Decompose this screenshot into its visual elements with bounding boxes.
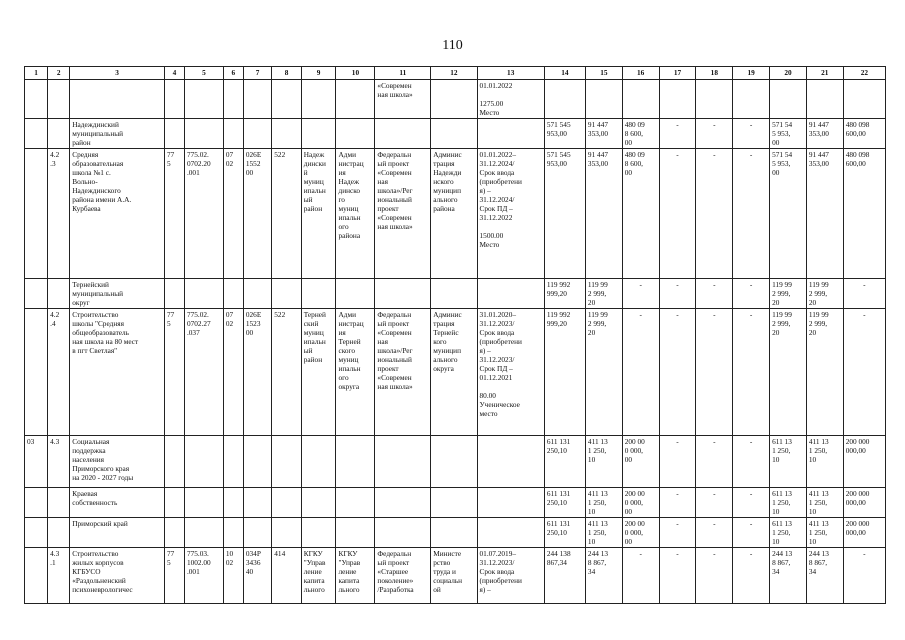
table-cell: -: [733, 518, 770, 548]
table-cell: 10 02: [223, 548, 243, 604]
table-cell: [431, 488, 477, 518]
table-cell: -: [659, 436, 696, 488]
column-header: 6: [223, 67, 243, 80]
column-header: 4: [164, 67, 184, 80]
table-cell: -: [696, 518, 733, 548]
table-cell: [431, 279, 477, 309]
table-cell: 480 098 600,00: [843, 119, 885, 149]
table-cell: [184, 119, 223, 149]
table-cell: [272, 80, 301, 119]
table-cell: [223, 80, 243, 119]
table-cell: [375, 488, 431, 518]
column-header: 8: [272, 67, 301, 80]
table-cell: [301, 488, 336, 518]
budget-table: [24, 66, 886, 604]
table-cell: [477, 488, 544, 518]
table-cell: [301, 80, 336, 119]
table-cell: 611 13 1 250, 10: [770, 518, 807, 548]
table-cell: Строительство школы "Средняя общеобразователь ная школа на 80 мест в пгт Светлая": [70, 309, 165, 436]
table-cell: 775.02. 0702.27 .037: [184, 309, 223, 436]
table-cell: [25, 149, 48, 279]
table-cell: [243, 279, 271, 309]
table-cell: [164, 279, 184, 309]
table-row: [25, 548, 886, 604]
table-cell: [25, 488, 48, 518]
table-cell: [336, 279, 375, 309]
table-cell: 07 02: [223, 149, 243, 279]
table-cell: Надеж дински й муниц ипальн ый район: [301, 149, 336, 279]
table-cell: [223, 488, 243, 518]
table-cell: [48, 80, 70, 119]
table-cell: 411 13 1 250, 10: [806, 436, 843, 488]
table-cell: [336, 488, 375, 518]
table-cell: [336, 119, 375, 149]
table-cell: КГКУ "Управ ление капита льного: [301, 548, 336, 604]
table-cell: [184, 488, 223, 518]
table-cell: -: [659, 518, 696, 548]
table-cell: [301, 436, 336, 488]
table-cell: 571 545 953,00: [544, 119, 585, 149]
table-cell: 411 13 1 250, 10: [806, 488, 843, 518]
table-cell: 522: [272, 309, 301, 436]
table-cell: [164, 518, 184, 548]
table-cell: -: [843, 279, 885, 309]
table-cell: [272, 488, 301, 518]
table-cell: 480 098 600,00: [843, 149, 885, 279]
table-row: [25, 149, 886, 279]
table-cell: 200 00 0 000, 00: [622, 518, 659, 548]
table-cell: -: [622, 279, 659, 309]
table-cell: 775.02. 0702.20 .001: [184, 149, 223, 279]
table-cell: 411 13 1 250, 10: [806, 518, 843, 548]
table-cell: -: [622, 309, 659, 436]
table-cell: -: [659, 279, 696, 309]
table-cell: [25, 518, 48, 548]
table-cell: [243, 518, 271, 548]
table-cell: 01.07.2019– 31.12.2023/ Срок ввода (приобретени я) –: [477, 548, 544, 604]
column-header: 11: [375, 67, 431, 80]
table-cell: [164, 436, 184, 488]
table-cell: 611 13 1 250, 10: [770, 488, 807, 518]
table-cell: [770, 80, 807, 119]
table-body: [25, 80, 886, 604]
table-cell: Терней ский муниц ипальн ый район: [301, 309, 336, 436]
table-cell: -: [733, 488, 770, 518]
table-cell: [48, 119, 70, 149]
table-cell: 034P 3436 40: [243, 548, 271, 604]
table-cell: -: [843, 548, 885, 604]
header-row: [25, 67, 886, 80]
table-cell: [375, 119, 431, 149]
table-cell: 119 992 999,20: [544, 309, 585, 436]
table-cell: 4.3: [48, 436, 70, 488]
table-row: [25, 518, 886, 548]
table-cell: -: [696, 309, 733, 436]
table-cell: [301, 279, 336, 309]
table-cell: [25, 548, 48, 604]
table-cell: 522: [272, 149, 301, 279]
table-cell: 244 138 867,34: [544, 548, 585, 604]
table-cell: 07 02: [223, 309, 243, 436]
table-cell: [223, 518, 243, 548]
table-cell: 244 13 8 867, 34: [770, 548, 807, 604]
table-cell: -: [696, 149, 733, 279]
table-cell: -: [733, 309, 770, 436]
table-cell: [184, 436, 223, 488]
table-cell: [659, 80, 696, 119]
table-cell: [431, 518, 477, 548]
column-header: 22: [843, 67, 885, 80]
table-cell: 414: [272, 548, 301, 604]
table-cell: -: [696, 488, 733, 518]
column-header: 16: [622, 67, 659, 80]
table-cell: [696, 80, 733, 119]
table-cell: Федеральн ый проект «Современ ная школа»/Рег иональный проект «Современ ная школа»: [375, 309, 431, 436]
table-cell: 119 99 2 999, 20: [770, 279, 807, 309]
table-cell: 026E 1552 00: [243, 149, 271, 279]
table-cell: 480 09 8 600, 00: [622, 119, 659, 149]
table-cell: 611 131 250,10: [544, 518, 585, 548]
table-cell: 31.01.2020– 31.12.2023/ Срок ввода (приобретени я) – 31.12.2023/ Срок ПД – 01.12.2021 80.00 Ученическое место: [477, 309, 544, 436]
column-header: 10: [336, 67, 375, 80]
table-cell: [223, 119, 243, 149]
table-cell: [25, 119, 48, 149]
table-cell: 91 447 353,00: [585, 149, 622, 279]
table-cell: [243, 488, 271, 518]
table-cell: [25, 309, 48, 436]
table-cell: [477, 279, 544, 309]
table-cell: -: [733, 149, 770, 279]
table-cell: [164, 80, 184, 119]
table-cell: [48, 518, 70, 548]
table-cell: [585, 80, 622, 119]
table-cell: -: [696, 279, 733, 309]
column-header: 12: [431, 67, 477, 80]
table-cell: 244 13 8 867, 34: [585, 548, 622, 604]
column-header: 19: [733, 67, 770, 80]
column-header: 7: [243, 67, 271, 80]
table-cell: 119 99 2 999, 20: [806, 279, 843, 309]
table-row: [25, 119, 886, 149]
table-cell: [243, 436, 271, 488]
table-cell: Строительство жилых корпусов КГБУСО «Раздольненский психоневрологичес: [70, 548, 165, 604]
column-header: 2: [48, 67, 70, 80]
table-cell: 200 00 0 000, 00: [622, 488, 659, 518]
table-cell: Адми нистрац ия Надеж динско го муниц ипальн ого района: [336, 149, 375, 279]
table-cell: 4.2 .3: [48, 149, 70, 279]
table-cell: [544, 80, 585, 119]
table-cell: -: [733, 548, 770, 604]
table-cell: [301, 119, 336, 149]
column-header: 13: [477, 67, 544, 80]
table-cell: 480 09 8 600, 00: [622, 149, 659, 279]
table-cell: [184, 279, 223, 309]
table-cell: 571 54 5 953, 00: [770, 149, 807, 279]
table-cell: [806, 80, 843, 119]
table-cell: -: [733, 119, 770, 149]
table-cell: 01.01.2022 1275.00 Место: [477, 80, 544, 119]
table-cell: [70, 80, 165, 119]
table-cell: КГКУ "Управ ление капита льного: [336, 548, 375, 604]
table-cell: [431, 119, 477, 149]
table-cell: -: [659, 548, 696, 604]
table-cell: [336, 518, 375, 548]
table-cell: [336, 80, 375, 119]
table-cell: Адми нистрац ия Терней ского муниц ипальн ого округа: [336, 309, 375, 436]
table-cell: Федеральн ый проект «Современ ная школа»/Рег иональный проект «Современ ная школа»: [375, 149, 431, 279]
table-cell: [431, 80, 477, 119]
column-header: 15: [585, 67, 622, 80]
table-cell: -: [622, 548, 659, 604]
table-cell: -: [733, 279, 770, 309]
table-cell: 01.01.2022– 31.12.2024/ Срок ввода (приобретени я) – 31.12.2024/ Срок ПД – 31.12.2022 1500.00 Место: [477, 149, 544, 279]
table-cell: Социальная поддержка населения Приморского края на 2020 - 2027 годы: [70, 436, 165, 488]
table-cell: [336, 436, 375, 488]
table-row: [25, 309, 886, 436]
table-cell: 571 545 953,00: [544, 149, 585, 279]
table-cell: Средняя образовательная школа №1 с. Вольно- Надеждинского района имени А.А. Курбаева: [70, 149, 165, 279]
table-cell: Министе рство труда и социальн ой: [431, 548, 477, 604]
table-cell: 119 99 2 999, 20: [806, 309, 843, 436]
table-cell: -: [843, 309, 885, 436]
table-cell: Приморский край: [70, 518, 165, 548]
column-header: 21: [806, 67, 843, 80]
table-cell: 411 13 1 250, 10: [585, 488, 622, 518]
table-cell: [48, 279, 70, 309]
table-cell: [184, 80, 223, 119]
table-cell: -: [696, 436, 733, 488]
table-cell: 77 5: [164, 149, 184, 279]
table-cell: 200 000 000,00: [843, 436, 885, 488]
table-cell: [223, 436, 243, 488]
table-cell: [477, 436, 544, 488]
table-cell: 244 13 8 867, 34: [806, 548, 843, 604]
table-cell: 4.2 .4: [48, 309, 70, 436]
table-cell: [272, 436, 301, 488]
column-header: 18: [696, 67, 733, 80]
table-cell: 200 00 0 000, 00: [622, 436, 659, 488]
table-cell: [622, 80, 659, 119]
table-cell: 4.3 .1: [48, 548, 70, 604]
table-cell: 571 54 5 953, 00: [770, 119, 807, 149]
table-cell: Федеральн ый проект «Старшее поколение» /Разработка: [375, 548, 431, 604]
table-row: [25, 80, 886, 119]
table-cell: 03: [25, 436, 48, 488]
table-cell: [843, 80, 885, 119]
table-cell: 77 5: [164, 309, 184, 436]
column-header: 1: [25, 67, 48, 80]
table-cell: 91 447 353,00: [806, 149, 843, 279]
column-header: 9: [301, 67, 336, 80]
table-cell: 411 13 1 250, 10: [585, 518, 622, 548]
column-header: 20: [770, 67, 807, 80]
table-cell: -: [659, 119, 696, 149]
table-cell: Админис трация Надежди нского муницип ального района: [431, 149, 477, 279]
table-cell: [272, 518, 301, 548]
table-cell: -: [696, 548, 733, 604]
table-cell: Тернейский муниципальный округ: [70, 279, 165, 309]
column-header: 3: [70, 67, 165, 80]
table-cell: [272, 119, 301, 149]
table-cell: 91 447 353,00: [585, 119, 622, 149]
table-cell: 119 99 2 999, 20: [770, 309, 807, 436]
table-cell: Админис трация Тернейс кого муницип ального округа: [431, 309, 477, 436]
table-row: [25, 279, 886, 309]
table-cell: [477, 119, 544, 149]
table-cell: -: [659, 149, 696, 279]
table-cell: 026E 1523 00: [243, 309, 271, 436]
table-cell: [301, 518, 336, 548]
table-cell: [243, 119, 271, 149]
table-cell: [164, 119, 184, 149]
table-cell: Надеждинский муниципальный район: [70, 119, 165, 149]
table-cell: 611 131 250,10: [544, 488, 585, 518]
table-cell: 611 131 250,10: [544, 436, 585, 488]
table-cell: 200 000 000,00: [843, 518, 885, 548]
table-cell: 611 13 1 250, 10: [770, 436, 807, 488]
table-cell: [477, 518, 544, 548]
column-header: 17: [659, 67, 696, 80]
column-header: 5: [184, 67, 223, 80]
table-cell: «Современ ная школа»: [375, 80, 431, 119]
column-header: 14: [544, 67, 585, 80]
table-cell: [223, 279, 243, 309]
table-cell: -: [659, 309, 696, 436]
table-cell: [375, 518, 431, 548]
table-cell: 91 447 353,00: [806, 119, 843, 149]
table-cell: [431, 436, 477, 488]
table-cell: [164, 488, 184, 518]
table-cell: 775.03. 1002.00 .001: [184, 548, 223, 604]
table-cell: [25, 80, 48, 119]
table-cell: [733, 80, 770, 119]
table-cell: -: [659, 488, 696, 518]
table-cell: -: [696, 119, 733, 149]
table-row: [25, 488, 886, 518]
table-cell: [25, 279, 48, 309]
table-cell: [243, 80, 271, 119]
table-row: [25, 436, 886, 488]
table-cell: Краевая собственность: [70, 488, 165, 518]
table-cell: [184, 518, 223, 548]
table-cell: [375, 279, 431, 309]
table-cell: 119 99 2 999, 20: [585, 309, 622, 436]
table-cell: [375, 436, 431, 488]
table-cell: 119 992 999,20: [544, 279, 585, 309]
table-cell: 77 5: [164, 548, 184, 604]
page-number: 110: [442, 38, 463, 53]
table-cell: 119 99 2 999, 20: [585, 279, 622, 309]
table-cell: 200 000 000,00: [843, 488, 885, 518]
table-cell: -: [733, 436, 770, 488]
table-cell: 411 13 1 250, 10: [585, 436, 622, 488]
table-cell: [272, 279, 301, 309]
table-cell: [48, 488, 70, 518]
